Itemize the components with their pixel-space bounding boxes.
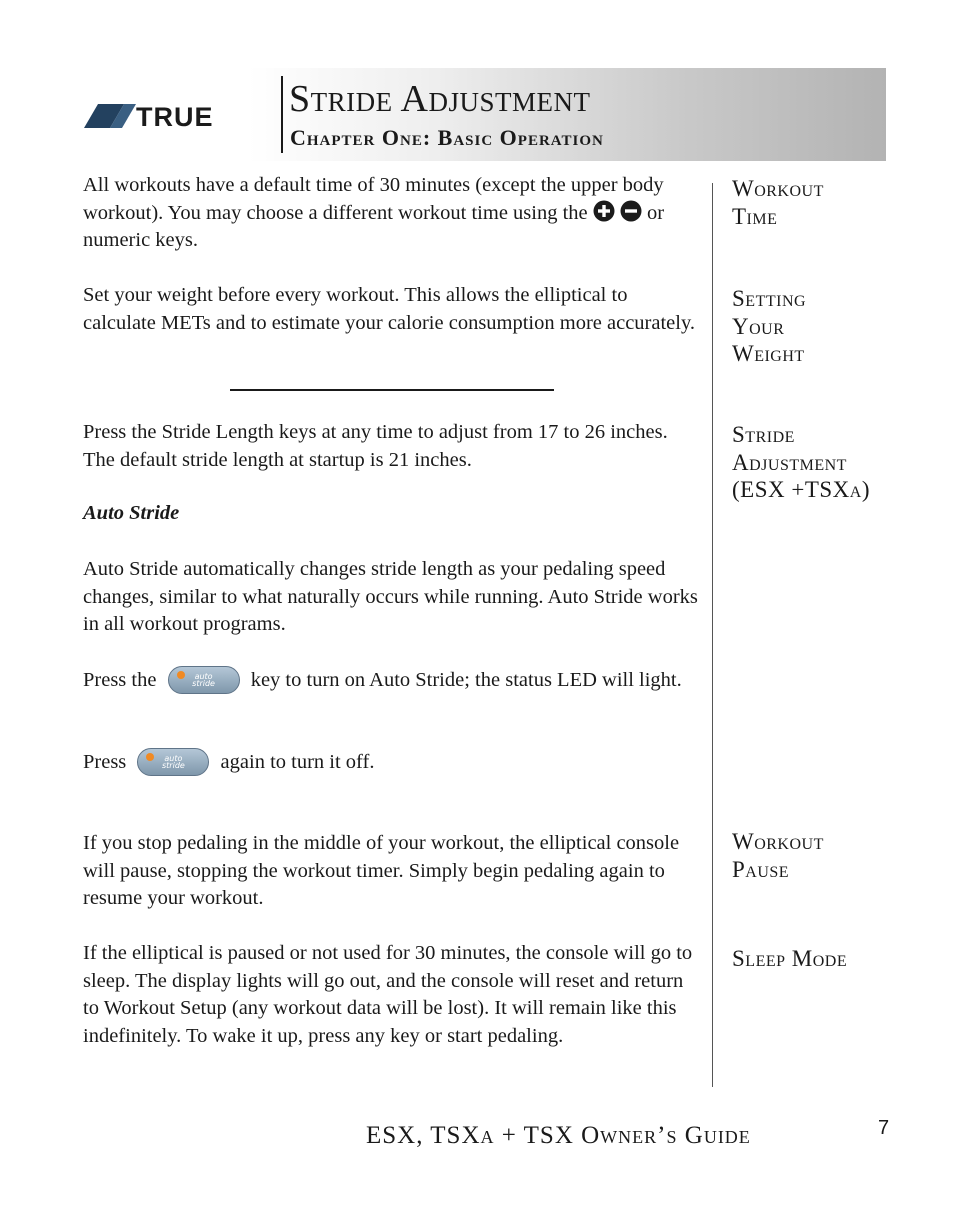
press-off-start: Press bbox=[83, 751, 132, 773]
heading-setting-weight-line1: Setting bbox=[732, 286, 807, 311]
key-label-line2: stride bbox=[192, 679, 215, 688]
key-label-line1: auto bbox=[194, 672, 213, 681]
heading-stride-adjustment bbox=[732, 421, 932, 504]
auto-stride-on-text bbox=[83, 666, 703, 695]
heading-stride-line3: (ESX +TSXa) bbox=[732, 477, 870, 502]
auto-stride-key-label bbox=[169, 673, 239, 687]
plus-icon bbox=[593, 200, 615, 222]
auto-stride-key[interactable] bbox=[137, 748, 209, 776]
minus-icon bbox=[620, 200, 642, 222]
setting-weight-text: Set your weight before every workout. This allows the elliptical to calculate METs and to estimate your calorie consumption more accurately. bbox=[83, 284, 696, 334]
press-on-end: key to turn on Auto Stride; the status LED will light. bbox=[245, 669, 682, 691]
header-divider bbox=[281, 76, 283, 153]
stride-adjustment-text: Press the Stride Length keys at any time to adjust from 17 to 26 inches. The default stride length at startup is 21 inches. bbox=[83, 421, 668, 471]
heading-workout-time bbox=[732, 175, 932, 230]
sleep-mode-text: If the elliptical is paused or not used for 30 minutes, the console will go to sleep. The display lights will go out, and the console will reset and return to Workout Setup (any workout data will be lost). It will remain like this indefinitely. To wake it up, press any key or start pedaling. bbox=[83, 942, 693, 1047]
workout-time-text-start: All workouts have a default time of 30 minutes (except the upper body workout). You may choose a different workout time using the bbox=[83, 174, 664, 224]
workout-time-text-end: or numeric keys. bbox=[83, 201, 665, 251]
heading-sleep-mode: Sleep Mode bbox=[732, 946, 848, 971]
key-label-line2: stride bbox=[162, 761, 185, 770]
press-off-end: again to turn it off. bbox=[215, 751, 375, 773]
sidebar-divider bbox=[712, 183, 713, 1087]
heading-setting-weight-line2: Your bbox=[732, 313, 785, 339]
heading-workout-time-line1: Workout bbox=[732, 176, 824, 201]
heading-stride-line1: Stride bbox=[732, 422, 795, 447]
workout-pause-text: If you stop pedaling in the middle of your workout, the elliptical console will pause, stopping the workout timer. Simply begin pedaling again to resume your workout. bbox=[83, 832, 680, 909]
page-subtitle: Chapter One: Basic Operation bbox=[290, 125, 604, 150]
heading-workout-time-line2: Time bbox=[732, 203, 778, 229]
section-divider bbox=[230, 389, 554, 391]
heading-workout-pause-line2: Pause bbox=[732, 856, 790, 882]
auto-stride-key-label bbox=[138, 755, 208, 769]
heading-setting-weight bbox=[732, 285, 932, 368]
auto-stride-key[interactable] bbox=[168, 666, 240, 694]
page-number: 7 bbox=[878, 1117, 890, 1139]
heading-workout-pause bbox=[732, 828, 932, 883]
workout-time-text bbox=[83, 172, 703, 255]
auto-stride-text: Auto Stride automatically changes stride length as your pedaling speed changes, similar to what naturally occurs while running. Auto Stride works in all workout programs. bbox=[83, 558, 698, 635]
key-label-line1: auto bbox=[164, 754, 183, 763]
press-on-start: Press the bbox=[83, 669, 162, 691]
heading-stride-line2: Adjustment bbox=[732, 449, 847, 475]
heading-setting-weight-line3: Weight bbox=[732, 341, 805, 366]
auto-stride-subheading: Auto Stride bbox=[83, 502, 180, 524]
auto-stride-off-text bbox=[83, 748, 703, 777]
true-logo bbox=[84, 102, 254, 128]
footer-guide-title: ESX, TSXa + TSX Owner’s Guide bbox=[366, 1122, 751, 1149]
page-title: Stride Adjustment bbox=[289, 78, 591, 120]
logo-text: TRUE bbox=[136, 102, 214, 128]
heading-workout-pause-line1: Workout bbox=[732, 829, 824, 854]
